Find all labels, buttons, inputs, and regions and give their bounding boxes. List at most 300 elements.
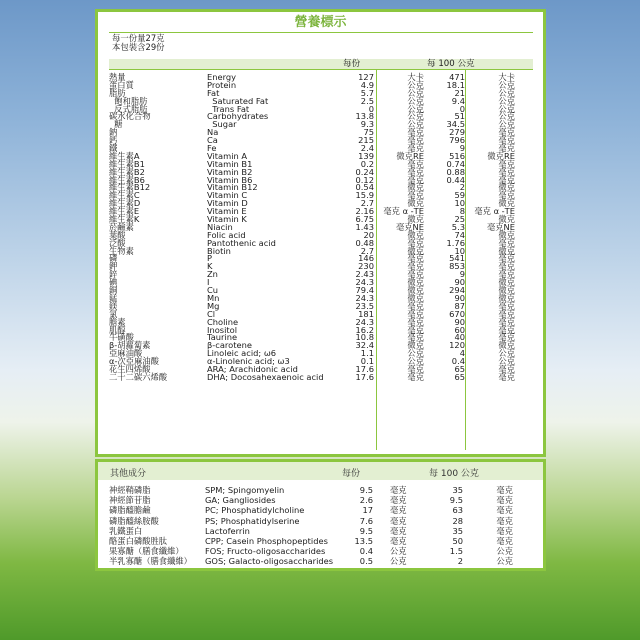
cell-cn: 神經鞘磷脂 (109, 485, 151, 495)
table-row (109, 192, 533, 200)
cell-u2: 毫克 (498, 269, 515, 280)
table-row (109, 174, 533, 185)
cell-u1: 毫克 (390, 515, 407, 526)
cell-cn: 熱量 (109, 72, 126, 82)
cell-u2: 毫克 (498, 316, 515, 327)
cell-cn: 酪蛋白磷酸胜肽 (109, 535, 168, 546)
cell-u1: 微克 (407, 229, 424, 240)
cell-cn: 乳鐵蛋白 (109, 525, 143, 536)
cell-en: α-Linolenic acid; ω3 (207, 356, 290, 367)
cell-en: Vitamin B12 (207, 182, 258, 193)
cell-cn: 葉酸 (109, 229, 126, 240)
cell-en: DHA; Docosahexaenoic acid (207, 371, 324, 382)
cell-v2: 25 (454, 214, 465, 225)
cell-en: Cl (207, 308, 216, 319)
other-col-per-serving: 每份 (342, 469, 361, 479)
cell-u2: 毫克 (498, 237, 515, 248)
cell-v2: 0.74 (446, 158, 465, 169)
cell-v2: 60 (454, 324, 465, 335)
cell-v2: 50 (452, 535, 463, 546)
cell-v1: 13.8 (355, 111, 374, 122)
cell-cn: 鐵 (109, 143, 118, 154)
cell-u1: 毫克 (407, 237, 424, 248)
cell-cn: 維生素B12 (109, 182, 151, 193)
other-ingredients-panel (95, 459, 546, 571)
cell-cn: 牛磺酸 (109, 332, 134, 343)
cell-u1: 毫克 (390, 505, 407, 516)
cell-v2: 4 (459, 348, 465, 359)
cell-v2: 5.3 (451, 221, 465, 232)
cell-cn: 亞麻油酸 (109, 348, 143, 359)
cell-v1: 0.48 (355, 237, 374, 248)
cell-v2: 63 (452, 505, 463, 516)
cell-cn: 蛋白質 (109, 79, 134, 90)
cell-cn: 銅 (109, 285, 118, 296)
cell-u2: 微克 (498, 182, 515, 193)
cell-en: Vitamin D (207, 198, 248, 209)
cell-v2: 8 (459, 206, 465, 217)
cell-cn: 維生素B6 (109, 174, 145, 185)
cell-u2: 毫克 (496, 495, 513, 506)
table-row (109, 255, 533, 263)
cell-v2: 90 (454, 292, 465, 303)
table-row (109, 505, 533, 515)
cell-v1: 127 (358, 72, 374, 82)
table-row (109, 87, 533, 98)
cell-en: Inositol (207, 324, 238, 335)
cell-en: Vitamin A (207, 150, 248, 161)
cell-u1: 毫克NE (395, 221, 424, 232)
cell-cn: 肌醇 (109, 324, 126, 335)
cell-u1: 毫克 (407, 300, 424, 311)
cell-v1: 6.75 (355, 214, 374, 225)
cell-cn: 磷脂醯膽鹼 (109, 505, 151, 516)
cell-v1: 5.7 (360, 87, 374, 98)
cell-u2: 毫克 (498, 158, 515, 169)
cell-u2: 微克 (498, 340, 515, 351)
cell-v1: 2.16 (355, 206, 374, 217)
other-title: 其他成分 (110, 469, 147, 479)
cell-en: Zn (207, 269, 218, 280)
cell-u1: 毫克 (407, 261, 424, 272)
table-row (109, 271, 533, 279)
cell-u2: 毫克 α -TE (474, 206, 515, 217)
cell-en: β-carotene (207, 340, 252, 351)
cell-u1: 毫克 (407, 324, 424, 335)
cell-u1: 公克 (407, 87, 424, 98)
cell-v1: 9.3 (360, 119, 374, 130)
table-row (109, 342, 533, 350)
cell-u1: 毫克 (407, 332, 424, 343)
cell-en: GOS; Galacto-oligosaccharides (205, 556, 334, 567)
cell-cn: 鈉 (109, 127, 118, 138)
nutrition-rows (109, 74, 533, 382)
table-row (109, 350, 533, 358)
cell-en: I (207, 277, 210, 288)
cell-cn: 維生素D (109, 198, 141, 209)
cell-u2: 毫克 (498, 308, 515, 319)
cell-en: Linoleic acid; ω6 (207, 348, 277, 359)
cell-en: Protein (207, 79, 237, 90)
cell-v1: 0.2 (360, 158, 374, 169)
cell-v2: 471 (449, 72, 465, 82)
cell-u2: 公克 (498, 87, 515, 98)
cell-u1: 毫克 (407, 308, 424, 319)
cell-en: Ca (207, 135, 218, 146)
cell-u1: 微克 (407, 214, 424, 225)
table-row (109, 145, 533, 153)
table-row (109, 237, 533, 248)
cell-v2: 2 (457, 556, 463, 567)
cell-v1: 0 (368, 103, 374, 114)
cell-v2: 90 (454, 316, 465, 327)
cell-u1: 微克 (407, 292, 424, 303)
cell-v2: 59 (454, 190, 465, 201)
cell-v2: 21 (454, 87, 465, 98)
cell-cn: 磷脂醯絲胺酸 (109, 515, 159, 526)
cell-u2: 微克 (498, 214, 515, 225)
table-row (109, 485, 533, 495)
cell-u2: 微克RE (487, 150, 515, 161)
cell-u1: 大卡 (407, 72, 424, 82)
cell-u1: 毫克 (407, 316, 424, 327)
cell-v2: 34.5 (446, 119, 465, 130)
table-row (109, 200, 533, 208)
cell-cn: 磷 (109, 253, 118, 264)
cell-u2: 公克 (498, 119, 515, 130)
cell-u2: 公克 (496, 546, 513, 557)
cell-v2: 0.4 (451, 356, 465, 367)
table-row (109, 516, 533, 526)
table-row (109, 292, 533, 303)
col-per-100g: 每 100 公克 (427, 59, 475, 69)
serving-size: 每一份量27克 (112, 33, 165, 43)
cell-v1: 146 (358, 253, 374, 264)
cell-u2: 大卡 (498, 72, 515, 82)
cell-v1: 32.4 (355, 340, 374, 351)
cell-v1: 2.6 (359, 495, 373, 506)
table-row (109, 79, 533, 90)
cell-v1: 24.3 (355, 316, 374, 327)
cell-u2: 毫克 (498, 143, 515, 154)
cell-v1: 230 (358, 261, 374, 272)
cell-v2: 28 (452, 515, 463, 526)
cell-cn: 鎂 (109, 300, 118, 311)
cell-u2: 毫克 (496, 525, 513, 536)
cell-u2: 毫克 (498, 332, 515, 343)
cell-u1: 毫克 (407, 363, 424, 374)
table-row (109, 74, 533, 82)
cell-cn: 碘 (109, 277, 118, 288)
cell-cn: 果寡醣（膳食纖維） (109, 546, 184, 557)
cell-v1: 2.7 (360, 198, 374, 209)
other-rows (109, 485, 533, 567)
cell-en: ARA; Arachidonic acid (207, 363, 298, 374)
cell-u2: 毫克 (498, 324, 515, 335)
cell-u1: 毫克 (407, 127, 424, 138)
cell-en: Saturated Fat (207, 95, 269, 106)
cell-cn: 飽和脂肪 (109, 95, 148, 106)
cell-u1: 微克 (407, 182, 424, 193)
cell-v1: 24.3 (355, 277, 374, 288)
cell-v2: 9 (459, 269, 465, 280)
cell-u1: 公克 (407, 111, 424, 122)
cell-cn: 反式脂肪 (109, 103, 148, 114)
cell-u1: 公克 (390, 546, 407, 557)
cell-v2: 120 (449, 340, 465, 351)
table-row (109, 103, 533, 114)
other-col-per-100g: 每 100 公克 (429, 469, 479, 479)
cell-cn: 氯 (109, 308, 118, 319)
table-row (109, 300, 533, 311)
cell-u1: 公克 (407, 119, 424, 130)
cell-v1: 1.1 (360, 348, 374, 359)
cell-u1: 毫克 (407, 158, 424, 169)
table-row (109, 324, 533, 335)
other-header (98, 462, 543, 480)
cell-en: Pantothenic acid (207, 237, 276, 248)
cell-en: SPM; Spingomyelin (205, 485, 285, 495)
cell-u1: 公克 (390, 556, 407, 567)
cell-u1: 毫克 (390, 525, 407, 536)
col-per-serving: 每份 (343, 59, 361, 69)
cell-cn: 膽素 (109, 316, 126, 327)
cell-v2: 74 (454, 229, 465, 240)
nutrition-column-header (109, 59, 533, 70)
table-row (109, 287, 533, 295)
table-row (109, 137, 533, 145)
cell-en: Mg (207, 300, 220, 311)
table-row (109, 546, 533, 556)
cell-u2: 毫克NE (486, 221, 515, 232)
cell-en: Choline (207, 316, 239, 327)
cell-v1: 0.5 (359, 556, 373, 567)
cell-u2: 公克 (496, 556, 513, 567)
cell-cn: 維生素K (109, 214, 140, 225)
cell-v1: 181 (358, 308, 374, 319)
cell-cn: 神經節苷脂 (109, 495, 151, 506)
cell-u1: 毫克 (390, 485, 407, 495)
cell-v2: 1.5 (449, 546, 463, 557)
cell-cn: α-次亞麻油酸 (109, 356, 159, 367)
cell-en: GA; Gangliosides (205, 495, 276, 506)
cell-v2: 670 (449, 308, 465, 319)
table-row (109, 263, 533, 271)
cell-u2: 毫克 (498, 300, 515, 311)
table-row (109, 229, 533, 240)
cell-v1: 20 (363, 229, 374, 240)
cell-v1: 215 (358, 135, 374, 146)
cell-u1: 公克 (407, 356, 424, 367)
cell-u2: 微克 (498, 229, 515, 240)
cell-cn: 鈣 (109, 135, 118, 146)
table-row (109, 121, 533, 129)
cell-v2: 516 (449, 150, 465, 161)
table-row (109, 371, 533, 382)
table-row (109, 184, 533, 192)
table-row (109, 95, 533, 106)
cell-en: Taurine (207, 332, 238, 343)
cell-en: FOS; Fructo-oligosaccharides (205, 546, 326, 557)
cell-en: Carbohydrates (207, 111, 269, 122)
table-row (109, 526, 533, 536)
cell-cn: 菸鹼素 (109, 221, 134, 232)
cell-cn: 二十二碳六烯酸 (109, 371, 168, 382)
title-divider (109, 32, 533, 33)
cell-v2: 0.44 (446, 174, 465, 185)
cell-cn: 維生素B2 (109, 166, 145, 177)
cell-en: Niacin (207, 221, 233, 232)
cell-u2: 微克 (498, 245, 515, 256)
cell-cn: 維生素C (109, 190, 140, 201)
cell-en: P (207, 253, 213, 264)
cell-v1: 2.4 (360, 143, 374, 154)
cell-v2: 35 (452, 485, 463, 495)
cell-u1: 毫克 (407, 371, 424, 382)
cell-u1: 毫克 (407, 190, 424, 201)
cell-v1: 23.5 (355, 300, 374, 311)
cell-u2: 微克 (498, 285, 515, 296)
table-row (109, 308, 533, 319)
cell-v1: 2.5 (360, 95, 374, 106)
cell-u2: 微克 (498, 198, 515, 209)
cell-en: Fat (207, 87, 220, 98)
cell-v1: 2.7 (360, 245, 374, 256)
table-row (109, 113, 533, 121)
cell-en: Folic acid (207, 229, 246, 240)
cell-v1: 139 (358, 150, 374, 161)
cell-cn: β-胡蘿蔔素 (109, 340, 151, 351)
cell-u2: 毫克 (498, 127, 515, 138)
cell-cn: 鉀 (109, 261, 118, 272)
cell-u1: 公克 (407, 348, 424, 359)
cell-v1: 24.3 (355, 292, 374, 303)
cell-v1: 9.5 (359, 485, 373, 495)
cell-en: CPP; Casein Phosphopeptides (205, 535, 328, 546)
cell-v2: 541 (449, 253, 465, 264)
cell-u1: 微克 (407, 198, 424, 209)
cell-cn: 錳 (109, 292, 118, 303)
cell-v2: 10 (454, 198, 465, 209)
cell-v1: 0.54 (355, 182, 374, 193)
cell-v2: 40 (454, 332, 465, 343)
cell-u2: 毫克 (498, 253, 515, 264)
cell-v1: 9.5 (359, 525, 373, 536)
cell-v2: 51 (454, 111, 465, 122)
cell-v1: 79.4 (355, 285, 374, 296)
cell-u2: 公克 (498, 111, 515, 122)
cell-v2: 9.4 (451, 95, 465, 106)
table-row (109, 150, 533, 161)
cell-u2: 微克 (498, 292, 515, 303)
cell-cn: 碳水化合物 (109, 111, 151, 122)
cell-cn: 生物素 (109, 245, 134, 256)
table-row (109, 208, 533, 216)
cell-en: PS; Phosphatidylserine (205, 515, 300, 526)
cell-u1: 毫克 (390, 535, 407, 546)
cell-en: Vitamin B6 (207, 174, 253, 185)
cell-u1: 微克 (407, 277, 424, 288)
cell-v2: 9.5 (449, 495, 463, 506)
table-row (109, 166, 533, 177)
cell-v2: 90 (454, 277, 465, 288)
cell-u1: 微克 (407, 285, 424, 296)
cell-v1: 0.1 (360, 356, 374, 367)
table-row (109, 334, 533, 342)
cell-v1: 0.12 (355, 174, 374, 185)
cell-u2: 毫克 (498, 261, 515, 272)
cell-v1: 0.4 (359, 546, 373, 557)
cell-en: Vitamin C (207, 190, 248, 201)
cell-u2: 毫克 (496, 515, 513, 526)
cell-u2: 公克 (498, 348, 515, 359)
cell-en: Vitamin E (207, 206, 247, 217)
cell-en: Na (207, 127, 219, 138)
cell-v2: 294 (449, 285, 465, 296)
cell-u2: 毫克 (498, 190, 515, 201)
cell-en: Biotin (207, 245, 231, 256)
nutrition-title: 營養標示 (294, 15, 347, 30)
cell-v2: 9 (459, 143, 465, 154)
cell-cn: 半乳寡醣（膳食纖維） (109, 556, 192, 567)
cell-u2: 公克 (498, 79, 515, 90)
cell-en: Fe (207, 143, 217, 154)
cell-u1: 毫克 (407, 253, 424, 264)
cell-en: K (207, 261, 213, 272)
table-row (109, 158, 533, 169)
cell-en: Sugar (207, 119, 237, 130)
cell-en: Mn (207, 292, 220, 303)
servings-per-package: 本包裝含29份 (112, 42, 165, 52)
cell-v1: 16.2 (355, 324, 374, 335)
cell-u2: 毫克 (498, 174, 515, 185)
cell-v1: 2.43 (355, 269, 374, 280)
cell-u2: 公克 (498, 95, 515, 106)
cell-v2: 65 (454, 371, 465, 382)
cell-u1: 毫克 (390, 495, 407, 506)
cell-u1: 毫克 (407, 174, 424, 185)
cell-u1: 微克RE (396, 150, 424, 161)
cell-u1: 毫克 (407, 269, 424, 280)
cell-u2: 毫克 (498, 363, 515, 374)
cell-u1: 毫克 (407, 166, 424, 177)
cell-v1: 15.9 (355, 190, 374, 201)
cell-en: PC; Phosphatidylcholine (205, 505, 305, 516)
table-row (109, 358, 533, 366)
cell-cn: 脂肪 (109, 87, 126, 98)
cell-u2: 微克 (498, 277, 515, 288)
cell-en: Vitamin B1 (207, 158, 253, 169)
table-row (109, 245, 533, 256)
cell-v2: 65 (454, 363, 465, 374)
cell-cn: 鋅 (109, 269, 118, 280)
cell-v2: 279 (449, 127, 465, 138)
cell-v2: 10 (454, 245, 465, 256)
cell-cn: 花生四烯酸 (109, 363, 151, 374)
cell-v1: 75 (363, 127, 374, 138)
cell-en: Vitamin B2 (207, 166, 253, 177)
cell-v1: 10.8 (355, 332, 374, 343)
cell-cn: 維生素B1 (109, 158, 145, 169)
cell-v2: 2 (459, 182, 465, 193)
nutrition-facts-panel (95, 9, 546, 457)
cell-u1: 毫克 (407, 135, 424, 146)
table-row (109, 536, 533, 546)
cell-u1: 微克 (407, 245, 424, 256)
cell-u1: 毫克 (407, 143, 424, 154)
cell-cn: 糖 (109, 119, 123, 130)
cell-en: Cu (207, 285, 219, 296)
